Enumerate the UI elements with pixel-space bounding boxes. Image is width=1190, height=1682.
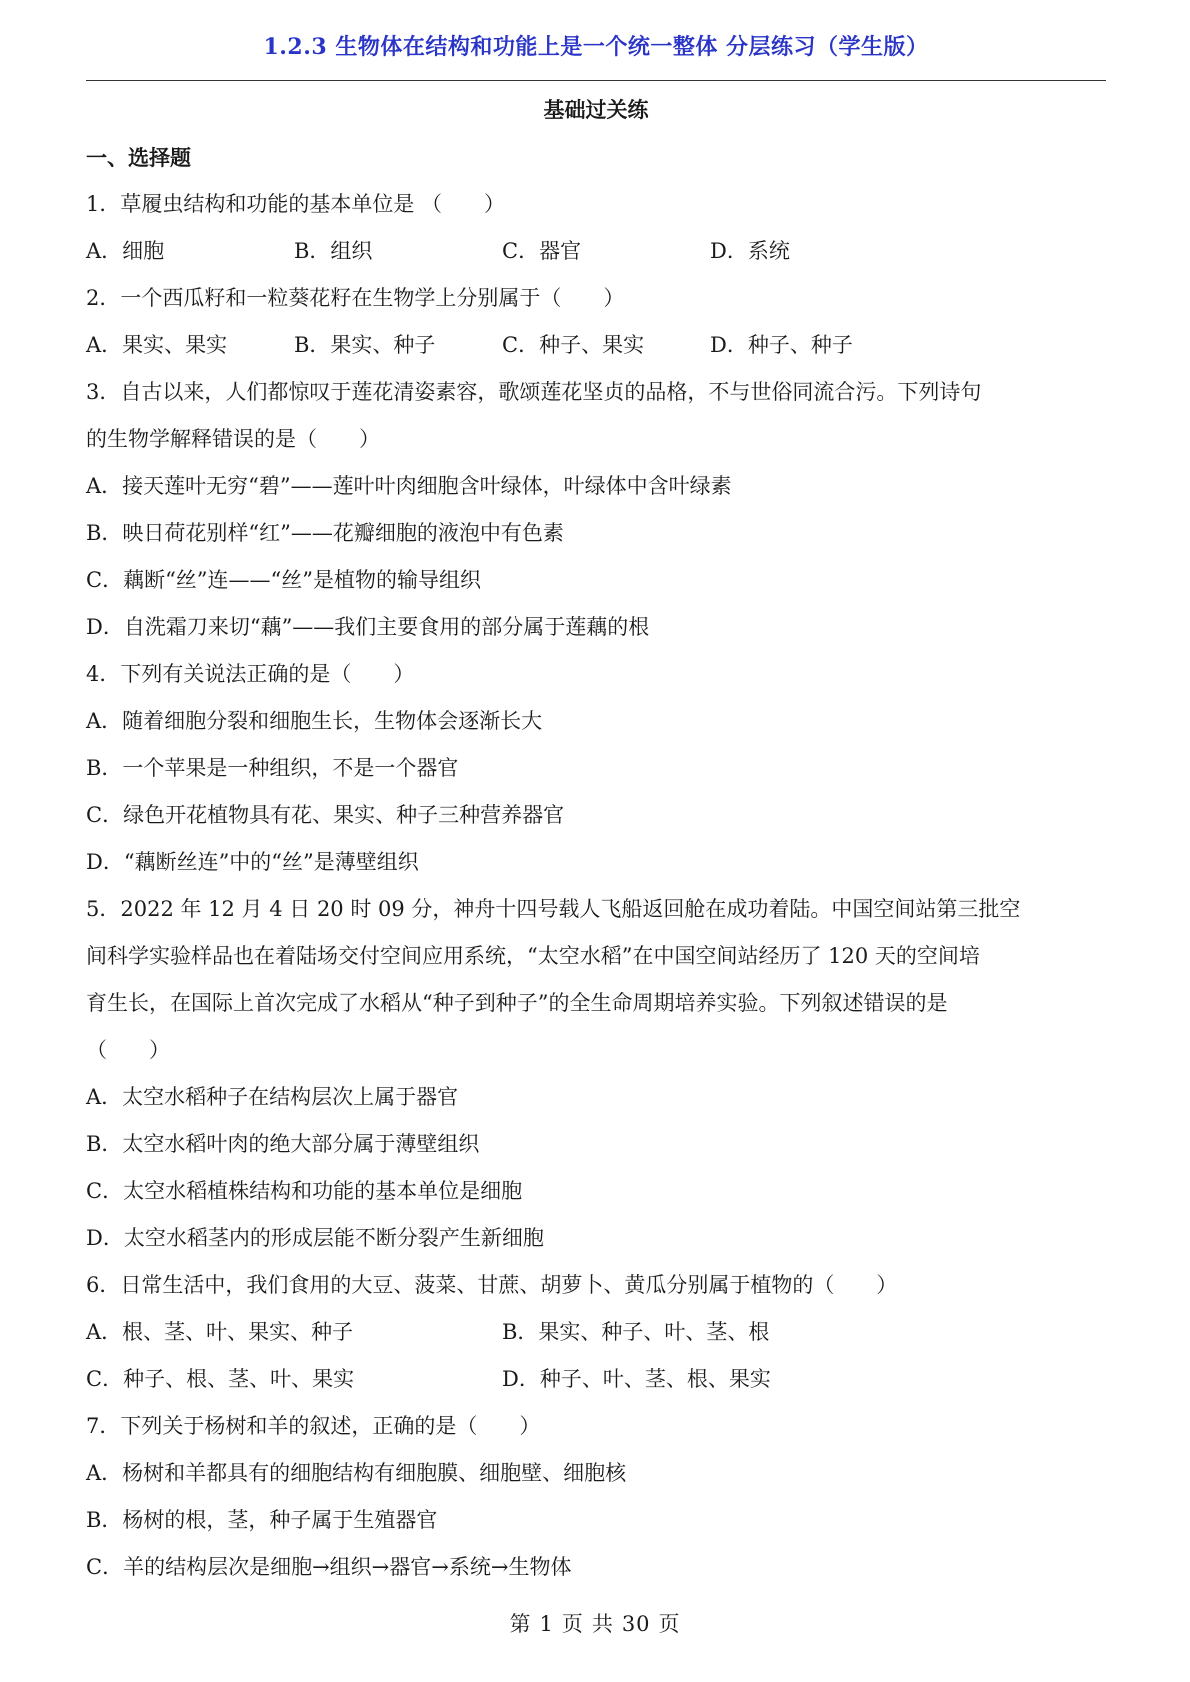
option-d: D．种子、种子 [710, 333, 853, 357]
option-a: A．杨树和羊都具有的细胞结构有细胞膜、细胞壁、细胞核 [86, 1461, 627, 1485]
question-3-stem-cont: 的生物学解释错误的是（ ） [86, 427, 380, 451]
current-page-number: 1 [539, 1612, 554, 1636]
footer-label-unit-2: 页 [658, 1612, 681, 1636]
question-6-stem: 6．日常生活中，我们食用的大豆、菠菜、甘蔗、胡萝卜、黄瓜分别属于植物的（ ） [86, 1273, 898, 1297]
part-heading: 一、选择题 [86, 145, 191, 170]
question-1-options [86, 228, 1110, 275]
option-c: C．种子、果实 [502, 333, 645, 357]
option-d: D．系统 [710, 239, 790, 263]
option-d: D．种子、叶、茎、根、果实 [502, 1367, 771, 1391]
option-b: B．太空水稻叶肉的绝大部分属于薄壁组织 [86, 1132, 480, 1156]
document-header: 1.2.3 生物体在结构和功能上是一个统一整体 分层练习（学生版） [263, 34, 929, 60]
option-d: D．太空水稻茎内的形成层能不断分裂产生新细胞 [86, 1226, 544, 1250]
section-title: 基础过关练 [543, 97, 649, 122]
content [86, 134, 1110, 1591]
question-3-stem: 3．自古以来，人们都惊叹于莲花清姿素容，歌颂莲花坚贞的品格，不与世俗同流合污。下列诗句 [86, 380, 982, 404]
question-2-stem: 2．一个西瓜籽和一粒葵花籽在生物学上分别属于（ ） [86, 286, 625, 310]
option-d: D．“藕断丝连”中的“丝”是薄壁组织 [86, 850, 419, 874]
footer-label-unit: 页 [561, 1612, 584, 1636]
option-c: C．种子、根、茎、叶、果实 [86, 1367, 355, 1391]
header-divider [86, 80, 1106, 81]
question-4-stem: 4．下列有关说法正确的是（ ） [86, 662, 415, 686]
option-b: B．映日荷花别样“红”——花瓣细胞的液泡中有色素 [86, 521, 564, 545]
total-page-count: 30 [621, 1612, 651, 1636]
option-b: B．一个苹果是一种组织，不是一个器官 [86, 756, 459, 780]
option-a: A．细胞 [86, 239, 165, 263]
question-1-stem: 1．草履虫结构和功能的基本单位是 （ ） [86, 192, 506, 216]
option-a: A．果实、果实 [86, 333, 228, 357]
option-c: C．器官 [502, 239, 582, 263]
question-7-stem: 7．下列关于杨树和羊的叙述，正确的是（ ） [86, 1414, 541, 1438]
footer-label-total: 共 [591, 1612, 614, 1636]
question-5-stem: 5．2022 年 12 月 4 日 20 时 09 分，神舟十四号载人飞船返回舱在成功着陆。中国空间站第三批空 [86, 897, 1021, 921]
option-c: C．太空水稻植株结构和功能的基本单位是细胞 [86, 1179, 523, 1203]
question-6-options-row-2 [86, 1356, 1110, 1403]
question-5-stem-cont: 间科学实验样品也在着陆场交付空间应用系统，“太空水稻”在中国空间站经历了 120 天的空间培 [86, 944, 980, 968]
option-b: B．杨树的根，茎，种子属于生殖器官 [86, 1508, 438, 1532]
page-footer [0, 1608, 1190, 1638]
option-d: D．自洗霜刀来切“藕”——我们主要食用的部分属于莲藕的根 [86, 615, 650, 639]
option-a: A．根、茎、叶、果实、种子 [86, 1320, 354, 1344]
option-a: A．随着细胞分裂和细胞生长，生物体会逐渐长大 [86, 709, 543, 733]
footer-label-page: 第 [509, 1612, 532, 1636]
option-b: B．果实、种子 [294, 333, 436, 357]
option-c: C．羊的结构层次是细胞→组织→器官→系统→生物体 [86, 1555, 572, 1579]
question-5-stem-cont: 育生长，在国际上首次完成了水稻从“种子到种子”的全生命周期培养实验。下列叙述错误的是 [86, 991, 948, 1015]
question-2-options [86, 322, 1110, 369]
option-b: B．果实、种子、叶、茎、根 [502, 1320, 770, 1344]
question-6-options-row-1 [86, 1309, 1110, 1356]
option-b: B．组织 [294, 239, 373, 263]
option-c: C．藕断“丝”连——“丝”是植物的输导组织 [86, 568, 482, 592]
option-c: C．绿色开花植物具有花、果实、种子三种营养器官 [86, 803, 565, 827]
option-a: A．太空水稻种子在结构层次上属于器官 [86, 1085, 459, 1109]
question-5-stem-cont: （ ） [86, 1038, 170, 1062]
option-a: A．接天莲叶无穷“碧”——莲叶叶肉细胞含叶绿体，叶绿体中含叶绿素 [86, 474, 732, 498]
